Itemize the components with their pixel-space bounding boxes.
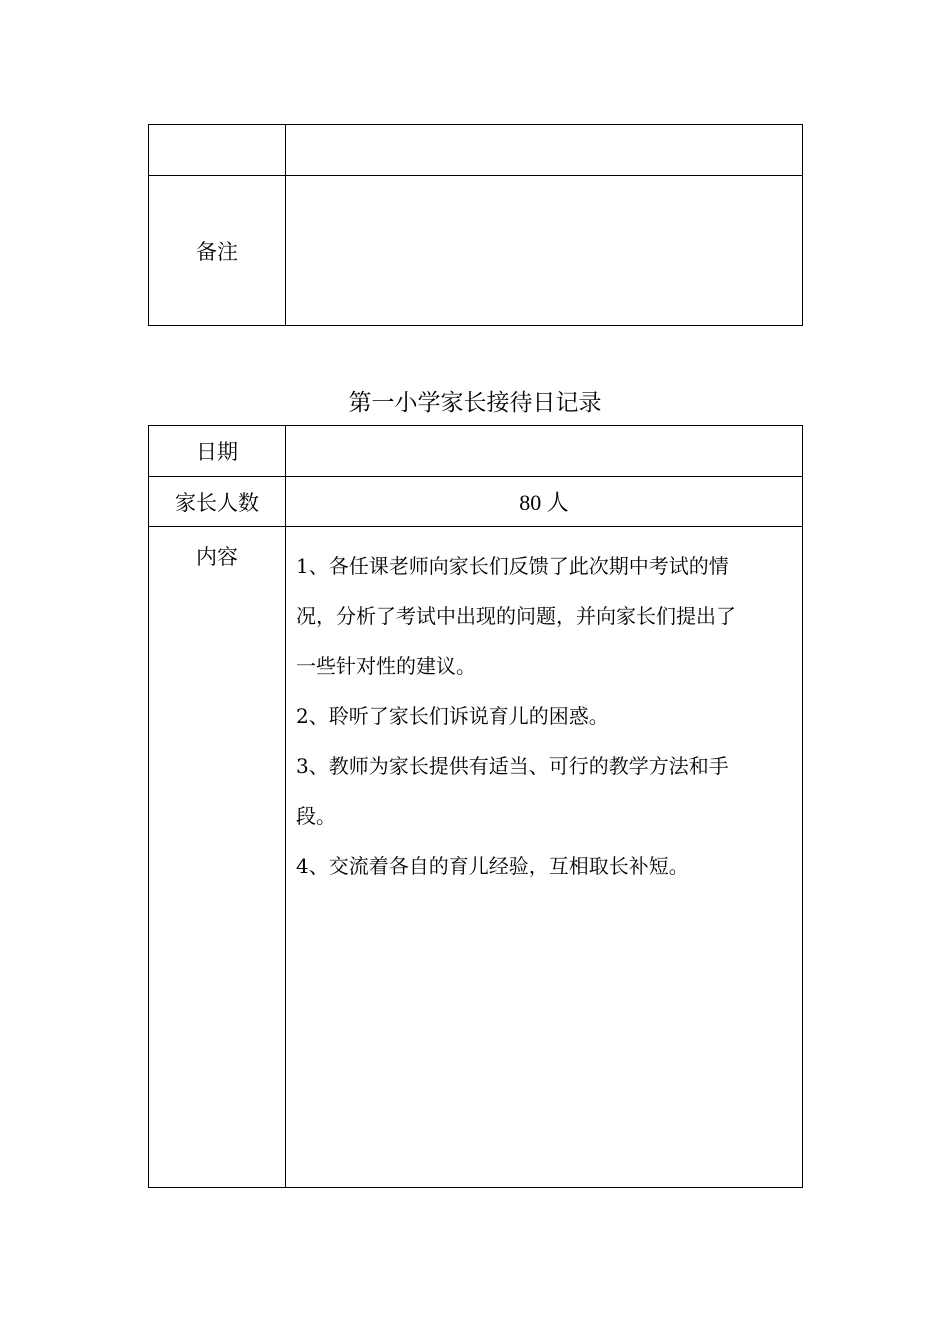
content-label: 内容 (149, 527, 286, 1188)
content-line: 1、各任课老师向家长们反馈了此次期中考试的情 (296, 554, 729, 578)
content-value (286, 527, 803, 1188)
record-title: 第一小学家长接待日记录 (348, 390, 602, 416)
table-row (149, 426, 803, 477)
table-row (149, 176, 803, 326)
content-line: 一些针对性的建议。 (296, 654, 476, 678)
previous-record-table (148, 124, 803, 326)
table-row (149, 125, 803, 176)
row-value (286, 125, 803, 176)
table-row (149, 527, 803, 1188)
content-line: 况，分析了考试中出现的问题，并向家长们提出了 (296, 604, 736, 628)
remarks-label: 备注 (149, 176, 286, 326)
date-label: 日期 (149, 426, 286, 477)
content-line: 4、交流着各自的育儿经验，互相取长补短。 (296, 854, 689, 878)
table-row (149, 477, 803, 527)
content-line: 3、教师为家长提供有适当、可行的教学方法和手 (296, 754, 729, 778)
parent-count-value: 80 人 (286, 477, 803, 527)
parent-reception-record-table (148, 425, 803, 1188)
content-line: 2、聆听了家长们诉说育儿的困惑。 (296, 704, 609, 728)
row-label (149, 125, 286, 176)
date-value (286, 426, 803, 477)
parent-count-label: 家长人数 (149, 477, 286, 527)
remarks-value (286, 176, 803, 326)
content-line: 段。 (296, 804, 336, 828)
